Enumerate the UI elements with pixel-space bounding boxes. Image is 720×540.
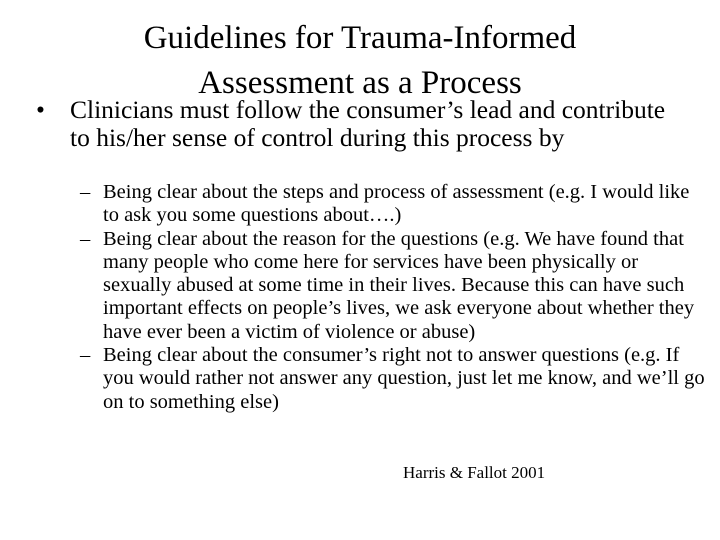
dash-marker: – bbox=[80, 227, 91, 250]
dash-marker: – bbox=[80, 344, 91, 367]
sub-bullet-text: Being clear about the reason for the questions (e.g. We have found that many people who come here for services have been physically or sexually abused at some time in their lives. Because this can have such important effects on people’s lives, we ask everyone about whether they have ever been a victim of violence or abuse) bbox=[103, 227, 695, 343]
bullet-marker: • bbox=[36, 95, 45, 124]
sub-bullet-text: Being clear about the consumer’s right not to answer questions (e.g. If you would rather not answer any question, just let me know, and we’ll go on to something else) bbox=[103, 344, 705, 413]
sub-bullet-text: Being clear about the steps and process of assessment (e.g. I would like to ask you some questions about….) bbox=[103, 181, 690, 227]
main-bullet bbox=[36, 96, 676, 152]
main-bullet-text: Clinicians must follow the consumer’s lead and contribute to his/her sense of control during this process by bbox=[70, 95, 666, 152]
slide-title bbox=[60, 16, 660, 106]
sub-bullet-item bbox=[80, 181, 710, 228]
sub-bullet-item bbox=[80, 344, 710, 414]
title-line-2: Assessment as a Process bbox=[198, 65, 522, 101]
dash-marker: – bbox=[80, 181, 91, 203]
sub-bullet-list bbox=[80, 181, 710, 414]
title-line-1: Guidelines for Trauma-Informed bbox=[143, 20, 577, 56]
citation: Harris & Fallot 2001 bbox=[403, 463, 546, 482]
sub-bullet-item bbox=[80, 228, 710, 344]
